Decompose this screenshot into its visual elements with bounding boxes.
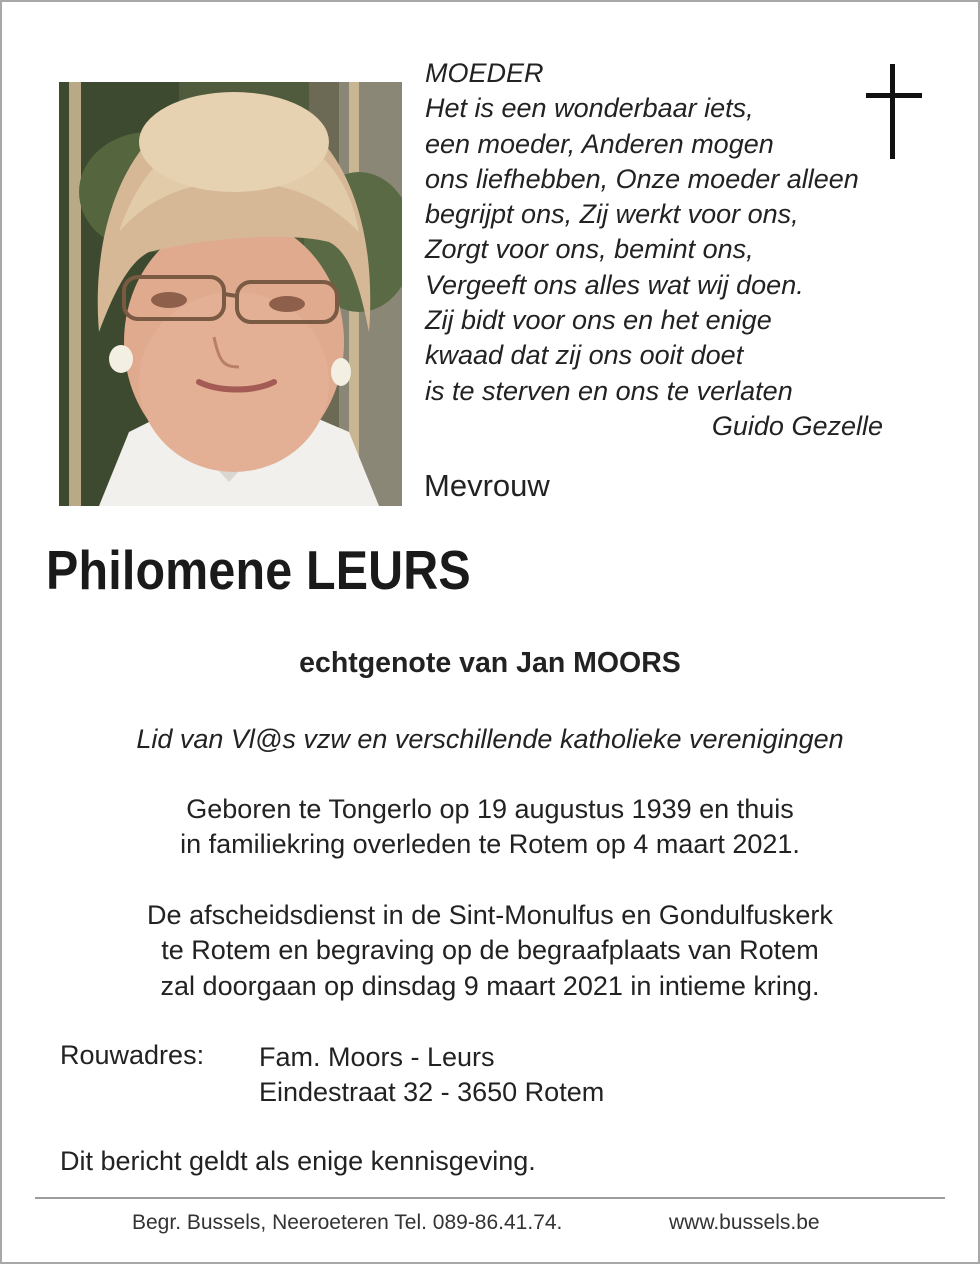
membership-line: Lid van Vl@s vzw en verschillende katholieke verenigingen [136,724,844,754]
poem-line: Zij bidt voor ons en het enige [425,305,772,336]
deceased-name: Philomene LEURS [46,539,471,601]
mourning-address [259,1040,604,1111]
service-line: De afscheidsdienst in de Sint-Monulfus en Gondulfuskerk [147,900,833,930]
poem-line: Zorgt voor ons, bemint ons, [425,234,754,265]
death-line: in familiekring overleden te Rotem op 4 maart 2021. [180,829,800,860]
cross-icon [866,64,922,159]
poem-author: Guido Gezelle [711,410,883,441]
service-line: te Rotem en begraving op de begraafplaats van Rotem [161,935,819,966]
poem-line: kwaad dat zij ons ooit doet [425,340,744,371]
poem-line: Vergeeft ons alles wat wij doen. [425,269,804,300]
undertaker-info: Begr. Bussels, Neeroeteren Tel. 089-86.41.74. [132,1211,563,1234]
address-label: Rouwadres: [60,1040,205,1070]
notice-text: Dit bericht geldt als enige kennisgeving. [60,1146,536,1176]
spouse-line: echtgenote van Jan MOORS [299,647,681,679]
service-text [40,898,940,1004]
portrait-photo [59,82,402,506]
poem-line: Het is een wonderbaar iets, [425,93,754,124]
birth-line: Geboren te Tongerlo op 19 augustus 1939 en thuis [186,794,794,824]
website-link[interactable]: www.bussels.be [669,1211,820,1234]
birth-death-text [40,792,940,863]
service-line: zal doorgaan op dinsdag 9 maart 2021 in intieme kring. [160,970,820,1001]
poem-line: is te sterven en ons te verlaten [425,375,793,406]
footer-divider [35,1197,945,1199]
poem-line: ons liefhebben, Onze moeder alleen [425,163,859,194]
address-line: Eindestraat 32 - 3650 Rotem [259,1077,605,1108]
poem-line: MOEDER [425,58,544,88]
poem-line: begrijpt ons, Zij werkt voor ons, [425,199,799,230]
address-line: Fam. Moors - Leurs [259,1042,495,1072]
poem-line: een moeder, Anderen mogen [425,128,774,159]
honorific: Mevrouw [424,468,550,503]
